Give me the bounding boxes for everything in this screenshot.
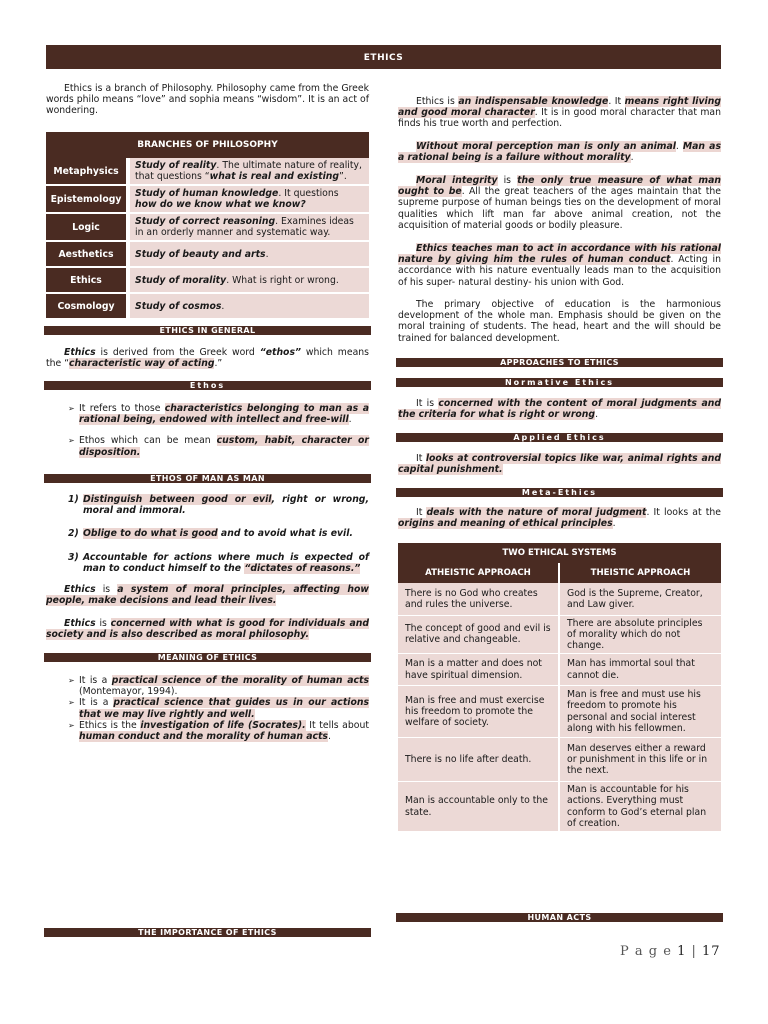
intro-paragraph: Ethics is a branch of Philosophy. Philosophy came from the Greek words philo means “love” and sophia means “wisdom”. It is an act of wondering. xyxy=(46,83,369,117)
page-footer: P a g e 1 | 17 xyxy=(620,944,721,959)
branch-desc: Study of beauty and arts. xyxy=(128,241,369,267)
meaning-header: MEANING OF ETHICS xyxy=(44,653,371,662)
right-paragraph-2: Without moral perception man is only an animal. Man as a rational being is a failure without morality. xyxy=(398,141,721,164)
meta-header: Meta-Ethics xyxy=(396,488,723,497)
branch-desc: Study of cosmos. xyxy=(128,293,369,319)
list-item: 1) Distinguish between good or evil, right or wrong, moral and immoral. xyxy=(68,494,369,517)
table-cell: There is no God who creates and rules the universe. xyxy=(398,583,559,615)
table-cell: Man is accountable only to the state. xyxy=(398,782,559,832)
ethos-list xyxy=(68,403,369,458)
ethos-header: Ethos xyxy=(44,381,371,390)
ethics-general-header: ETHICS IN GENERAL xyxy=(44,326,371,335)
theistic-header: THEISTIC APPROACH xyxy=(559,563,721,583)
list-item: 2) Oblige to do what is good and to avoid what is evil. xyxy=(68,528,353,540)
ethos-man-list xyxy=(68,494,369,574)
table-cell: The concept of good and evil is relative and changeable. xyxy=(398,615,559,654)
branch-desc: Study of reality. The ultimate nature of reality, that questions “what is real and existing”. xyxy=(128,158,369,185)
list-item: ➢ It refers to those characteristics belonging to man as a rational being, endowed with intellect and free-will. xyxy=(68,403,369,426)
table-cell: Man deserves either a reward or punishment in this life or in the next. xyxy=(559,738,721,782)
approaches-header: APPROACHES TO ETHICS xyxy=(396,358,723,367)
page-title: ETHICS xyxy=(46,45,721,69)
arrow-bullet-icon: ➢ xyxy=(68,404,75,413)
arrow-bullet-icon: ➢ xyxy=(68,698,75,708)
list-item: ➢ Ethos which can be mean custom, habit, character or disposition. xyxy=(68,435,369,458)
two-systems-table xyxy=(398,543,721,832)
list-item: ➢ It is a practical science that guides us in our actions that we may live rightly and well. xyxy=(68,697,369,720)
ethics-system-p2: Ethics is concerned with what is good for individuals and society and is also described as moral philosophy. xyxy=(46,618,369,641)
table-cell: There are absolute principles of morality which do not change. xyxy=(559,615,721,654)
right-paragraph-3: Moral integrity is the only true measure of what man ought to be. All the great teachers of the ages maintain that the supreme purpose of human beings ties on the development of moral qualities which lift man far above animal creation, not the acquisition of material goods or bodily pleasure. xyxy=(398,175,721,231)
arrow-bullet-icon: ➢ xyxy=(68,720,75,730)
table-cell: Man is free and must exercise his freedom to promote the welfare of society. xyxy=(398,686,559,738)
branch-name: Logic xyxy=(46,213,128,241)
branches-header: BRANCHES OF PHILOSOPHY xyxy=(46,132,369,158)
arrow-bullet-icon: ➢ xyxy=(68,436,75,446)
applied-text: It looks at controversial topics like war, animal rights and capital punishment. xyxy=(398,453,721,476)
branch-name: Cosmology xyxy=(46,293,128,319)
atheistic-header: ATHEISTIC APPROACH xyxy=(398,563,559,583)
branch-name: Metaphysics xyxy=(46,158,128,185)
importance-header: THE IMPORTANCE OF ETHICS xyxy=(44,928,371,937)
human-acts-header: HUMAN ACTS xyxy=(396,913,723,922)
ethics-general-text: Ethics is derived from the Greek word “ethos” which means the “characteristic way of acting.” xyxy=(46,347,369,370)
list-item: 3) Accountable for actions where much is expected of man to conduct himself to the “dictates of reasons.” xyxy=(68,551,369,574)
table-cell: Man has immortal soul that cannot die. xyxy=(559,654,721,686)
normative-text: It is concerned with the content of moral judgments and the criteria for what is right or wrong. xyxy=(398,398,721,421)
branch-name: Aesthetics xyxy=(46,241,128,267)
branches-table xyxy=(46,132,369,320)
applied-header: Applied Ethics xyxy=(396,433,723,442)
table-cell: Man is free and must use his freedom to promote his personal and social interest along with his fellowmen. xyxy=(559,686,721,738)
branch-desc: Study of human knowledge. It questions how do we know what we know? xyxy=(128,185,369,213)
branch-desc: Study of correct reasoning. Examines ideas in an orderly manner and systematic way. xyxy=(128,213,369,241)
ethos-man-header: ETHOS OF MAN AS MAN xyxy=(44,474,371,483)
right-paragraph-1: Ethics is an indispensable knowledge. It means right living and good moral character. It is in good moral character that man finds his true worth and perfection. xyxy=(398,96,721,130)
right-paragraph-5: The primary objective of education is the harmonious development of the whole man. Emphasis should be given on the moral training of students. The head, heart and the will should be trained for balanced development. xyxy=(398,299,721,344)
meta-text: It deals with the nature of moral judgment. It looks at the origins and meaning of ethical principles. xyxy=(398,507,721,530)
two-systems-header: TWO ETHICAL SYSTEMS xyxy=(398,543,721,563)
ethics-system-p1: Ethics is a system of moral principles, affecting how people, make decisions and lead their lives. xyxy=(46,584,370,607)
branch-name: Epistemology xyxy=(46,185,128,213)
list-item: ➢ Ethics is the investigation of life (Socrates). It tells about human conduct and the morality of human acts. xyxy=(68,719,370,743)
branch-name: Ethics xyxy=(46,267,128,293)
meaning-list xyxy=(68,675,369,742)
normative-header: Normative Ethics xyxy=(396,378,723,387)
table-cell: God is the Supreme, Creator, and Law giver. xyxy=(559,583,721,615)
table-cell: Man is accountable for his actions. Everything must conform to God’s eternal plan of creation. xyxy=(559,782,721,832)
table-cell: Man is a matter and does not have spiritual dimension. xyxy=(398,654,559,686)
right-paragraph-4: Ethics teaches man to act in accordance with his rational nature by giving him the rules of human conduct. Acting in accordance with his nature eventually leads man to the acquisition of his super- natural destiny- his union with God. xyxy=(398,243,721,288)
list-item: ➢ It is a practical science of the morality of human acts (Montemayor, 1994). xyxy=(68,675,369,698)
table-cell: There is no life after death. xyxy=(398,738,559,782)
branch-desc: Study of morality. What is right or wrong. xyxy=(128,267,369,293)
arrow-bullet-icon: ➢ xyxy=(68,676,75,685)
